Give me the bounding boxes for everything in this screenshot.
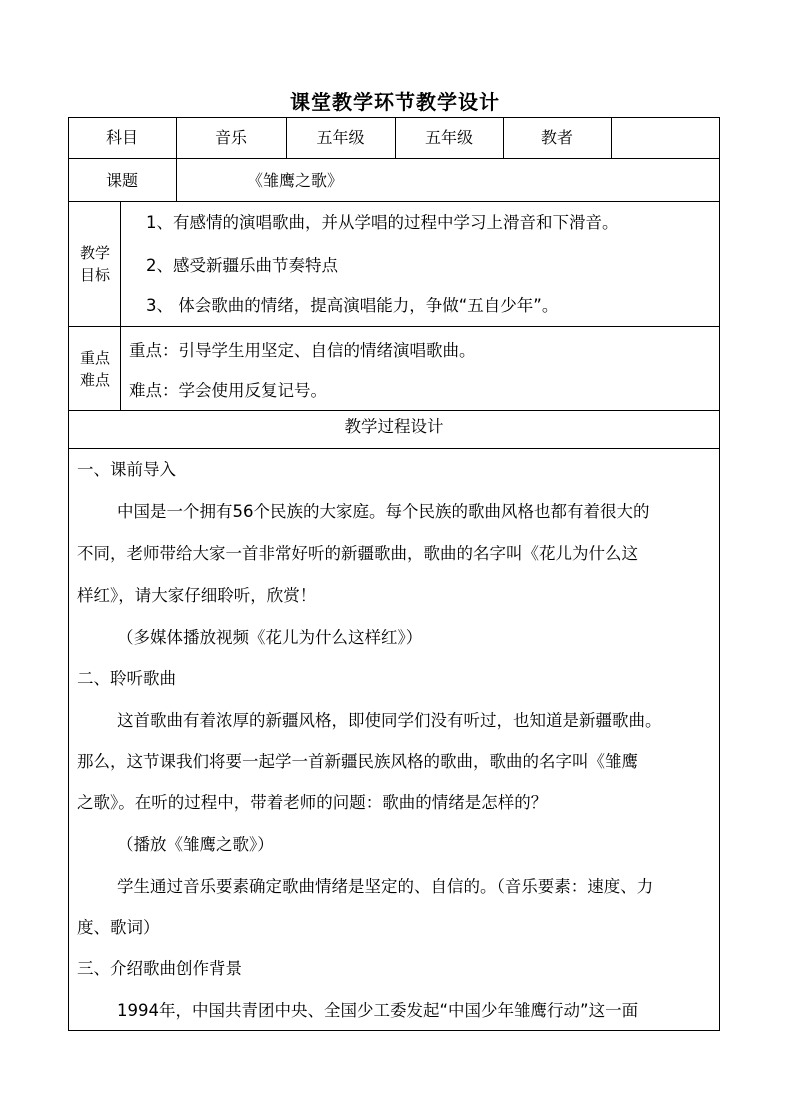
grade-value: 五年级	[424, 128, 473, 147]
difficulty-point: 难点：学会使用反复记号。	[129, 381, 327, 400]
subject-label: 科目	[105, 128, 138, 147]
body-line: 不同，老师带给大家一首非常好听的新疆歌曲，歌曲的名字叫《花儿为什么这	[77, 544, 638, 563]
objective-item: 2、感受新疆乐曲节奏特点	[146, 256, 338, 275]
keypoints-label-line2: 难点	[79, 371, 110, 389]
body-line: （多媒体播放视频《花儿为什么这样红》）	[117, 628, 423, 647]
keypoints-label-line1: 重点	[79, 349, 110, 367]
document-title: 课堂教学环节教学设计	[290, 90, 500, 114]
row-divider	[68, 326, 720, 327]
focus-point: 重点：引导学生用坚定、自信的情绪演唱歌曲。	[129, 341, 476, 360]
objective-item: 1、有感情的演唱歌曲，并从学唱的过程中学习上滑音和下滑音。	[146, 213, 619, 232]
body-line: 度、歌词）	[77, 918, 160, 937]
body-line: 样红》，请大家仔细聆听，欣赏！	[77, 586, 317, 605]
section-heading: 二、聆听歌曲	[77, 669, 176, 688]
section-heading: 三、介绍歌曲创作背景	[77, 959, 242, 978]
process-heading: 教学过程设计	[344, 417, 444, 436]
objectives-label-line2: 目标	[79, 266, 110, 284]
subject-value: 音乐	[214, 128, 247, 147]
column-divider	[176, 158, 177, 201]
section-heading: 一、课前导入	[77, 460, 176, 479]
row-divider	[68, 158, 720, 159]
objectives-label-line1: 教学	[79, 244, 110, 262]
row-divider	[68, 448, 720, 449]
objective-item: 3、 体会歌曲的情绪，提高演唱能力，争做“五自少年”。	[146, 296, 559, 315]
body-line: 那么，这节课我们将要一起学一首新疆民族风格的歌曲，歌曲的名字叫《雏鹰	[77, 752, 638, 771]
column-divider	[611, 117, 612, 158]
body-line: 之歌》。在听的过程中，带着老师的问题：歌曲的情绪是怎样的？	[77, 793, 548, 812]
topic-value: 《雏鹰之歌》	[247, 171, 344, 190]
row-divider	[68, 410, 720, 411]
body-line: 学生通过音乐要素确定歌曲情绪是坚定的、自信的。（音乐要素：速度、力	[117, 877, 654, 896]
topic-label: 课题	[105, 171, 138, 190]
column-divider	[120, 201, 121, 410]
row-divider	[68, 201, 720, 202]
body-line: （播放《雏鹰之歌》）	[117, 835, 274, 854]
body-line: 这首歌曲有着浓厚的新疆风格，即使同学们没有听过，也知道是新疆歌曲。	[117, 711, 662, 730]
body-line: 中国是一个拥有56个民族的大家庭。每个民族的歌曲风格也都有着很大的	[117, 502, 650, 521]
teacher-label: 教者	[540, 128, 573, 147]
grade-label: 五年级	[316, 128, 365, 147]
body-line: 1994年，中国共青团中央、全国少工委发起“中国少年雏鹰行动”这一面	[117, 1001, 639, 1020]
